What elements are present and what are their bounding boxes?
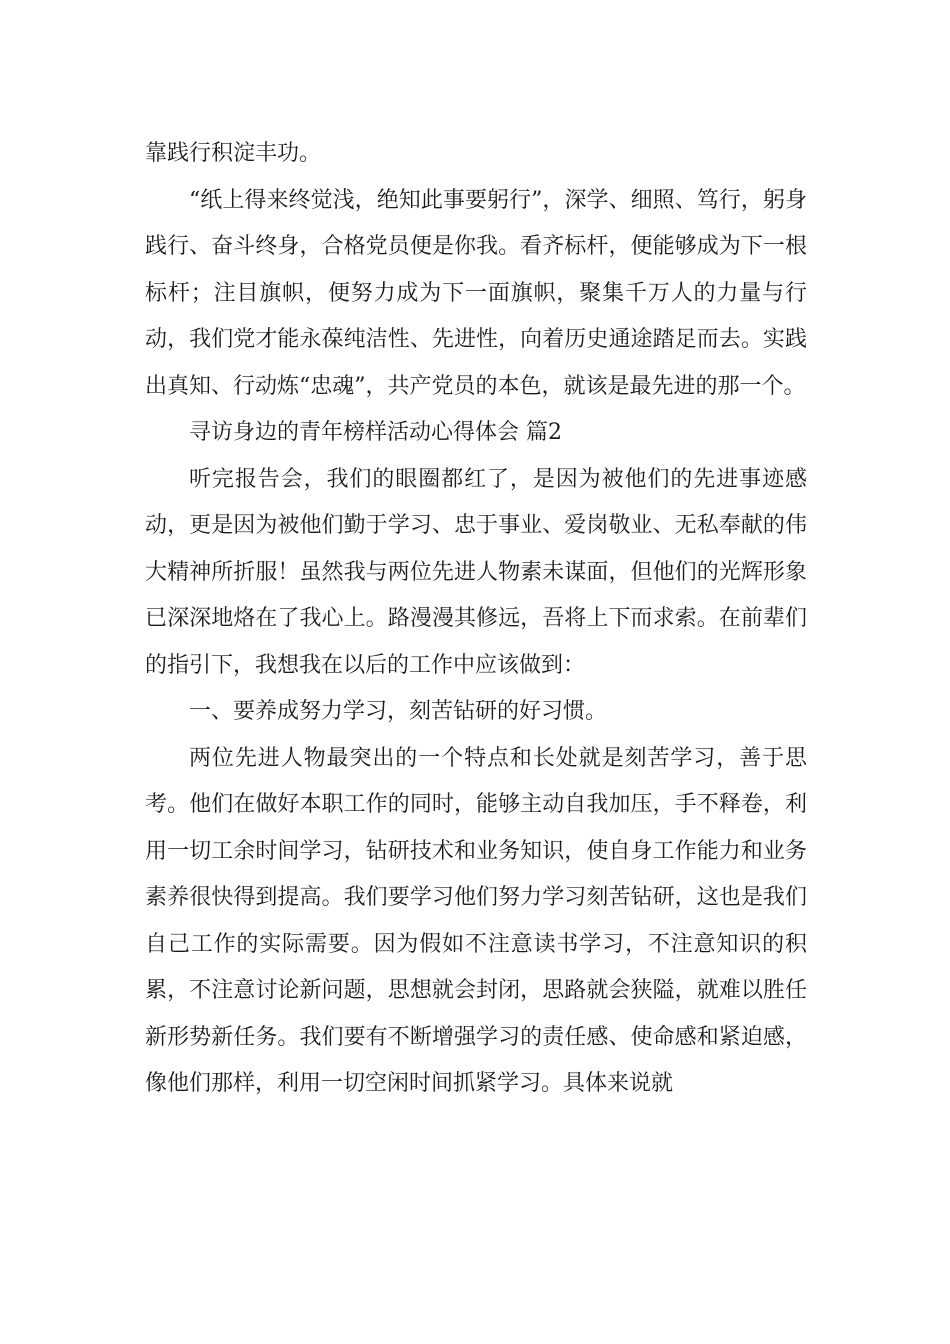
paragraph-report: 听完报告会，我们的眼圈都红了，是因为被他们的先进事迹感动，更是因为被他们勤于学习、忠于事业、爱岗敬业、无私奉献的伟大精神所折服！虽然我与两位先进人物素未谋面，但他们的光辉形象已深深地烙在了我心上。路漫漫其修远，吾将上下而求索。在前辈们的指引下，我想我在以后的工作中应该做到： xyxy=(145,466,807,678)
paragraph-point-one: 一、要养成努力学习，刻苦钻研的好习惯。 xyxy=(189,699,608,724)
paragraph-continuation: 靠践行积淀丰功。 xyxy=(145,141,322,166)
paragraph-quote: “纸上得来终觉浅，绝知此事要躬行”，深学、细照、笃行，躬身践行、奋斗终身，合格党员便是你我。看齐标杆，便能够成为下一根标杆；注目旗帜，便努力成为下一面旗帜，聚集千万人的力量与行动，我们党才能永葆纯洁性、先进性，向着历史通途踏足而去。实践出真知、行动炼“忠魂”，共产党员的本色，就该是最先进的那一个。 xyxy=(145,187,807,399)
section-heading: 寻访身边的青年榜样活动心得体会 篇2 xyxy=(189,420,562,445)
paragraph-study: 两位先进人物最突出的一个特点和长处就是刻苦学习，善于思考。他们在做好本职工作的同时，能够主动自我加压，手不释卷，利用一切工余时间学习，钻研技术和业务知识，使自身工作能力和业务素养很快得到提高。我们要学习他们努力学习刻苦钻研，这也是我们自己工作的实际需要。因为假如不注意读书学习，不注意知识的积累，不注意讨论新问题，思想就会封闭，思路就会狭隘，就难以胜任新形势新任务。我们要有不断增强学习的责任感、使命感和紧迫感，像他们那样，利用一切空闲时间抓紧学习。具体来说就 xyxy=(145,745,807,1096)
document-body xyxy=(145,131,807,1108)
